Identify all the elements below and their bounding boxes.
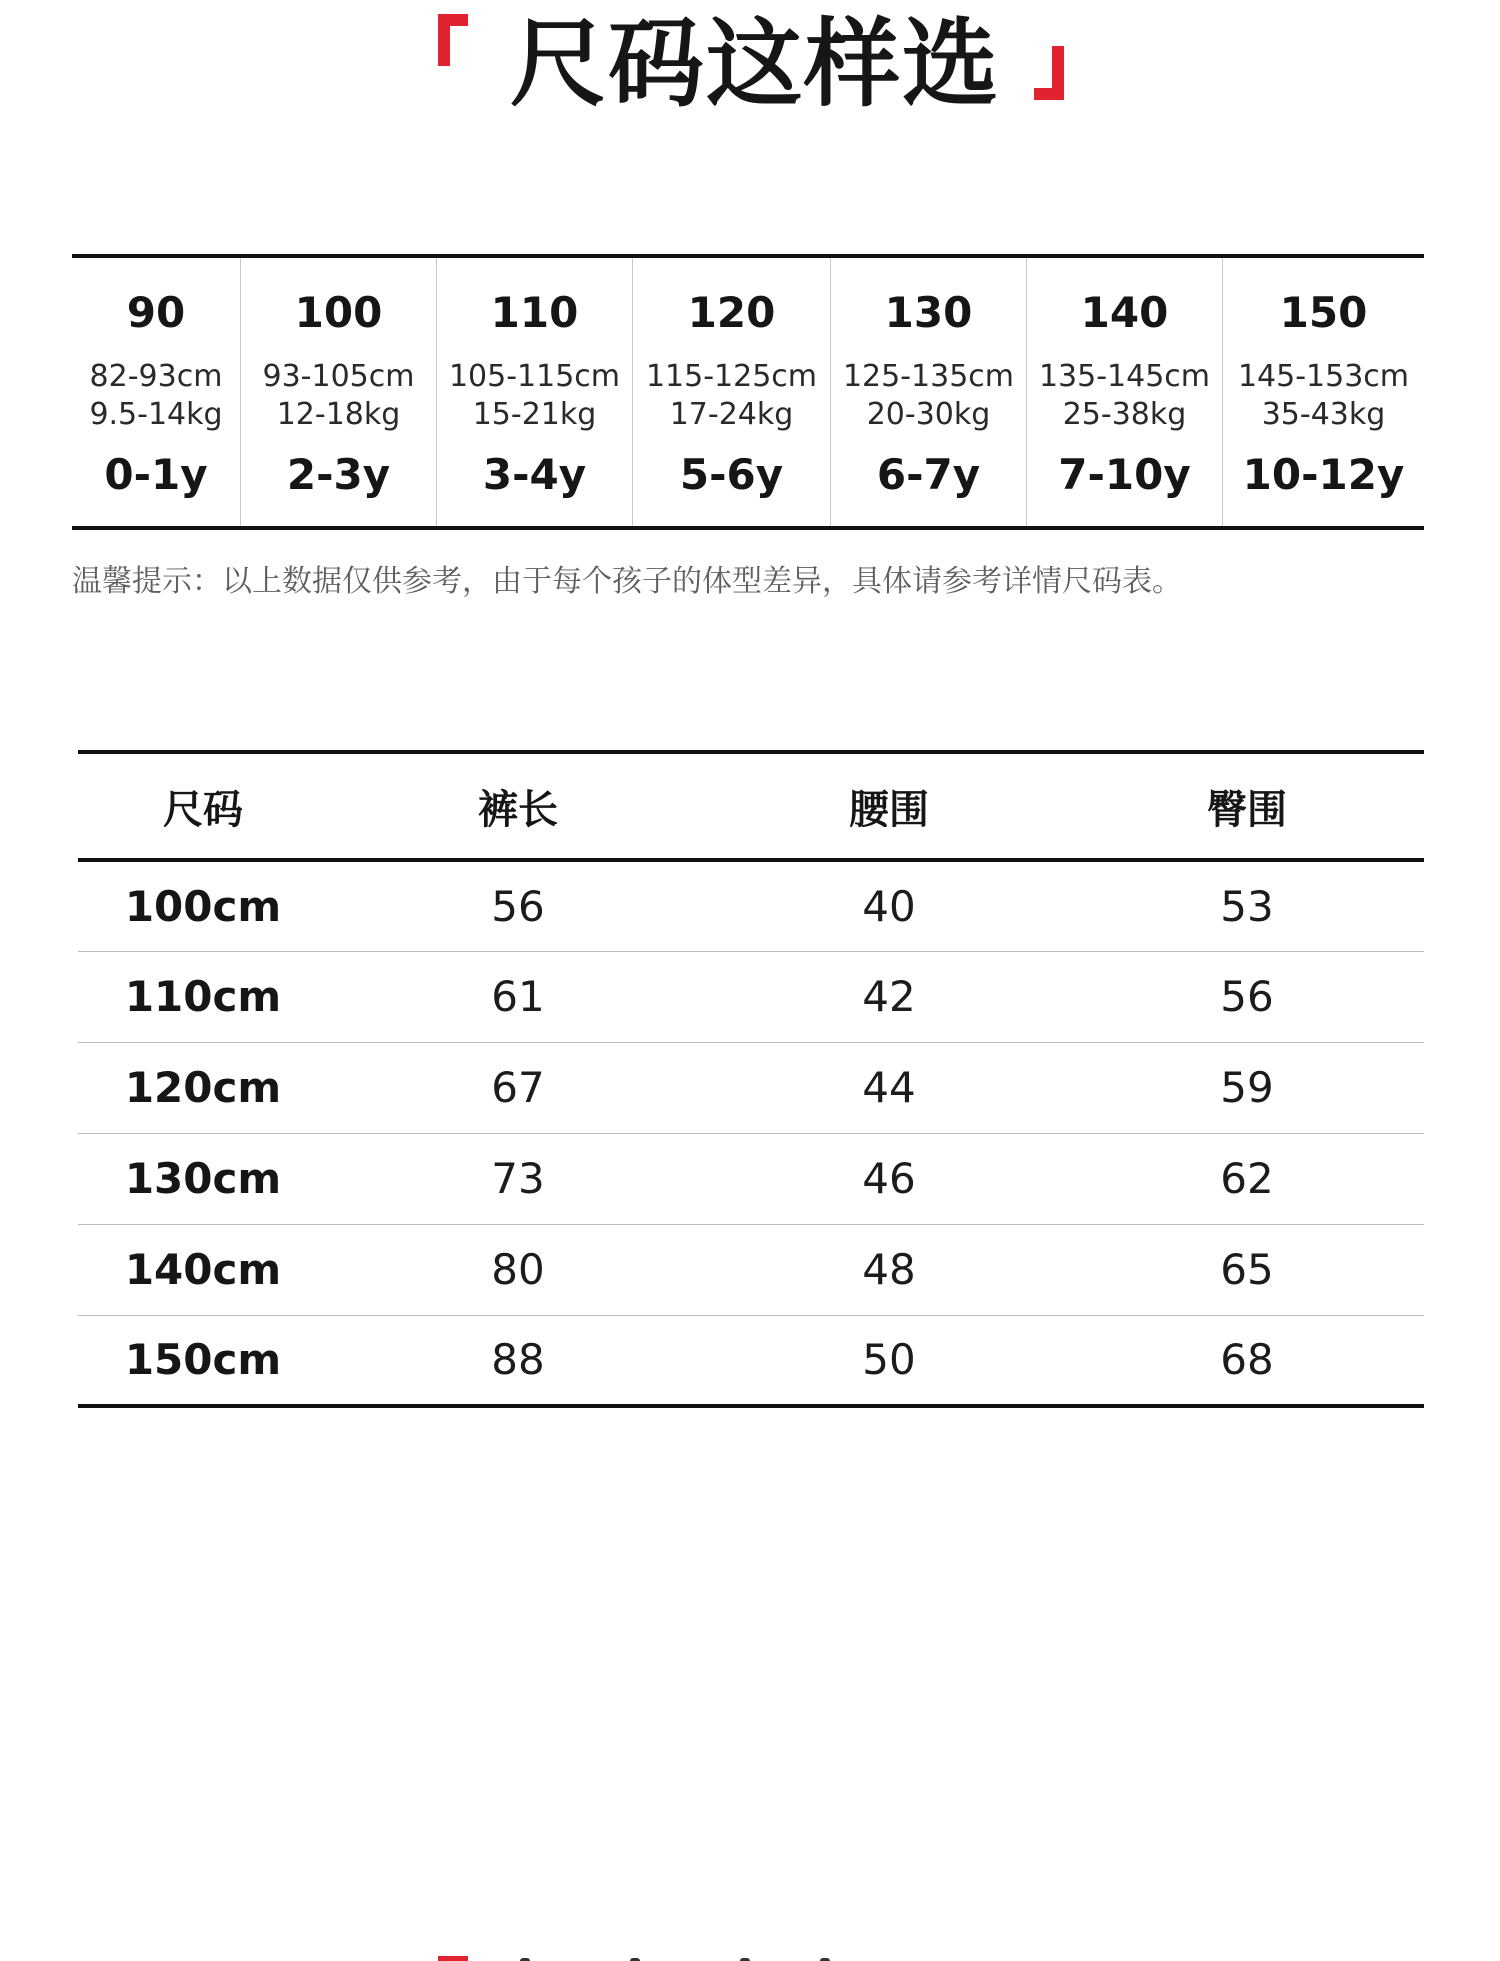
size-cell: 150cm [124,1335,282,1385]
table-row [78,1224,1424,1315]
size-cell: 120cm [124,1063,282,1112]
table-row [78,1133,1424,1224]
height-range: 145-153cm [1237,359,1410,394]
table-row [78,1315,1424,1406]
age-range: 3-4y [482,450,587,499]
waist-cell: 42 [862,972,916,1021]
header-size: 尺码 [163,786,243,833]
pants-length-cell: 88 [491,1335,545,1385]
size-guide-column [436,258,632,526]
size-guide-column [1026,258,1222,526]
waist-cell: 44 [862,1063,916,1112]
next-bracket-icon [438,1956,468,1961]
header-pants-length: 裤长 [478,786,558,833]
waist-cell: 40 [862,881,916,931]
age-range: 10-12y [1242,450,1405,499]
table-row [78,951,1424,1042]
table-row [78,1042,1424,1133]
right-bracket-icon [1034,46,1064,100]
size-label: 100 [294,288,383,337]
waist-cell: 50 [862,1335,916,1385]
pants-length-cell: 73 [491,1154,545,1203]
hip-cell: 68 [1220,1335,1274,1385]
next-section-cutoff [0,1940,1500,1961]
pants-length-cell: 67 [491,1063,545,1112]
header-hip: 臀围 [1207,786,1287,833]
height-range: 135-145cm [1038,359,1211,394]
pants-length-cell: 61 [491,972,545,1021]
size-cell: 140cm [124,1245,282,1294]
waist-cell: 46 [862,1154,916,1203]
size-guide-column [240,258,436,526]
age-range: 5-6y [679,450,784,499]
page-title-section [0,0,1500,130]
hip-cell: 53 [1220,881,1274,931]
size-label: 90 [126,288,186,337]
age-range: 0-1y [104,450,208,499]
pants-length-cell: 80 [491,1245,545,1294]
size-guide-column [830,258,1026,526]
hip-cell: 65 [1220,1245,1274,1294]
size-guide-column [1222,258,1424,526]
measurement-table [78,750,1424,1408]
height-range: 82-93cm [89,359,223,394]
size-label: 110 [490,288,579,337]
age-range: 7-10y [1058,450,1191,499]
size-guide-table [72,254,1424,530]
size-cell: 100cm [124,881,282,931]
table-header-row [78,752,1424,860]
weight-range: 15-21kg [472,397,597,432]
height-range: 115-125cm [645,359,818,394]
weight-range: 35-43kg [1261,397,1386,432]
weight-range: 17-24kg [669,397,794,432]
height-range: 93-105cm [262,359,415,394]
size-guide-column [632,258,830,526]
hip-cell: 56 [1220,972,1274,1021]
size-cell: 130cm [124,1154,282,1203]
waist-cell: 48 [862,1245,916,1294]
header-waist: 腰围 [849,786,929,833]
weight-range: 20-30kg [866,397,991,432]
weight-range: 9.5-14kg [89,397,223,432]
page-title: 尺码这样选 [510,8,1000,120]
table-row [78,860,1424,951]
pants-length-cell: 56 [491,881,545,931]
reference-notice: 温馨提示：以上数据仅供参考，由于每个孩子的体型差异，具体请参考详情尺码表。 [72,564,1182,599]
height-range: 105-115cm [448,359,621,394]
age-range: 2-3y [286,450,391,499]
weight-range: 25-38kg [1062,397,1187,432]
hip-cell: 62 [1220,1154,1274,1203]
hip-cell: 59 [1220,1063,1274,1112]
height-range: 125-135cm [842,359,1015,394]
size-label: 120 [687,288,776,337]
size-cell: 110cm [124,972,282,1021]
size-guide-column [72,258,240,526]
weight-range: 12-18kg [276,397,401,432]
size-label: 140 [1080,288,1169,337]
age-range: 6-7y [876,450,981,499]
size-label: 150 [1279,288,1368,337]
left-bracket-icon [438,14,468,66]
size-label: 130 [884,288,973,337]
